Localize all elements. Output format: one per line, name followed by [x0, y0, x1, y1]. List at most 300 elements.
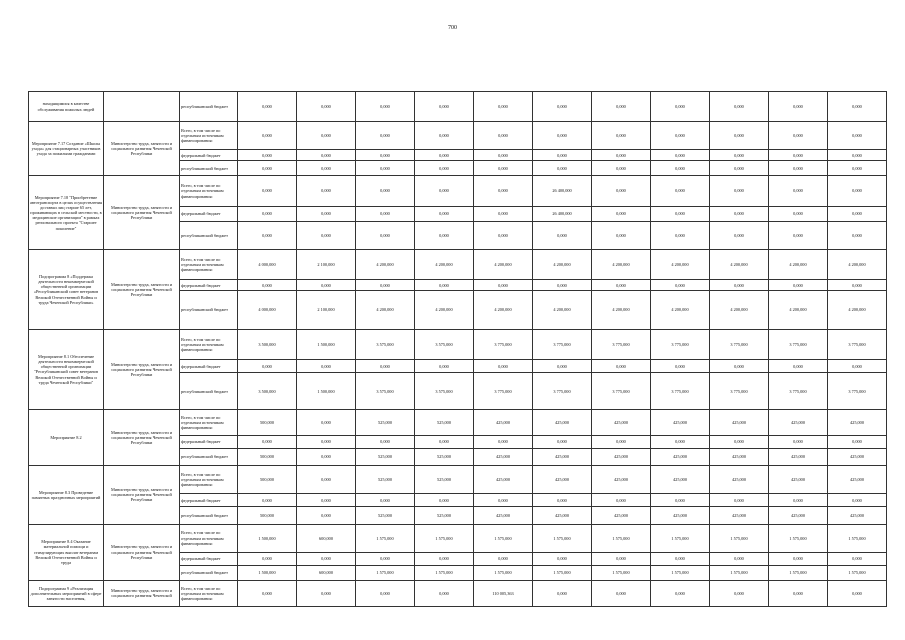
amount-cell: 3 500,000	[238, 373, 297, 410]
amount-cell: 525,000	[356, 409, 415, 435]
amount-cell: 525,000	[415, 507, 474, 524]
amount-cell: 425,000	[592, 409, 651, 435]
amount-cell: 0,000	[474, 494, 533, 507]
executor-cell: Министерство труда, занятости и социального развития Чеченской Республики	[104, 524, 180, 580]
amount-cell: 4 200,000	[533, 249, 592, 279]
amount-cell: 0,000	[238, 161, 297, 176]
amount-cell: 0,000	[592, 552, 651, 565]
amount-cell: 0,000	[533, 494, 592, 507]
amount-cell: 0,000	[238, 580, 297, 606]
program-name-cell: Мероприятие 7.17 Создание «Школы ухода» для стационарных участников ухода за пожилыми гражданами	[29, 122, 104, 176]
funding-source-cell: республиканский бюджет	[180, 161, 238, 176]
amount-cell: 0,000	[651, 206, 710, 221]
amount-cell: 3 575,000	[356, 373, 415, 410]
amount-cell: 525,000	[356, 507, 415, 524]
amount-cell: 1 575,000	[710, 524, 769, 552]
amount-cell: 425,000	[769, 448, 828, 465]
funding-source-cell: республиканский бюджет	[180, 565, 238, 580]
amount-cell: 0,000	[592, 280, 651, 291]
amount-cell: 1 575,000	[651, 565, 710, 580]
amount-cell: 0,000	[297, 92, 356, 122]
amount-cell: 0,000	[769, 580, 828, 606]
amount-cell: 0,000	[710, 360, 769, 373]
amount-cell: 0,000	[297, 161, 356, 176]
amount-cell: 0,000	[592, 122, 651, 150]
amount-cell: 0,000	[415, 92, 474, 122]
amount-cell: 425,000	[533, 448, 592, 465]
amount-cell: 3 500,000	[238, 329, 297, 359]
amount-cell: 1 575,000	[415, 565, 474, 580]
amount-cell: 0,000	[769, 280, 828, 291]
amount-cell: 3 775,000	[474, 329, 533, 359]
executor-cell: Министерство труда, занятости и социального развития Чеченской Республики	[104, 466, 180, 524]
amount-cell: 0,000	[828, 552, 887, 565]
amount-cell: 0,000	[769, 176, 828, 206]
amount-cell: 0,000	[533, 122, 592, 150]
funding-source-cell: республиканский бюджет	[180, 448, 238, 465]
amount-cell: 0,000	[651, 552, 710, 565]
amount-cell: 0,000	[356, 206, 415, 221]
amount-cell: 0,000	[710, 92, 769, 122]
amount-cell: 0,000	[238, 494, 297, 507]
funding-source-cell: Всего, в том числе по отдельным источникам финансирования:	[180, 580, 238, 606]
amount-cell: 0,000	[474, 360, 533, 373]
amount-cell: 4 200,000	[651, 291, 710, 330]
amount-cell: 0,000	[828, 122, 887, 150]
amount-cell: 0,000	[297, 206, 356, 221]
amount-cell: 0,000	[651, 122, 710, 150]
amount-cell: 1 575,000	[356, 565, 415, 580]
amount-cell: 0,000	[356, 280, 415, 291]
funding-source-cell: федеральный бюджет	[180, 494, 238, 507]
executor-cell: Министерство труда, занятости и социального развития Чеченской	[104, 580, 180, 606]
program-name-cell: находящимися в качестве обслуживания пожилых людей	[29, 92, 104, 122]
table-row	[29, 122, 887, 150]
amount-cell: 500,000	[238, 409, 297, 435]
amount-cell: 0,000	[297, 435, 356, 448]
program-name-cell: Мероприятие 7.18 "Приобретение автотранспорта в целях осуществления доставки лиц старше 65 лет, проживающих в сельской местности, в медицинские организации" в рамках регионального проекта "Старшее поколение"	[29, 176, 104, 250]
amount-cell: 425,000	[710, 466, 769, 494]
amount-cell: 1 575,000	[474, 565, 533, 580]
amount-cell: 0,000	[828, 360, 887, 373]
amount-cell: 0,000	[474, 280, 533, 291]
table-row	[29, 176, 887, 206]
amount-cell: 525,000	[356, 466, 415, 494]
amount-cell: 3 775,000	[769, 329, 828, 359]
amount-cell: 525,000	[356, 448, 415, 465]
amount-cell: 0,000	[533, 360, 592, 373]
amount-cell: 425,000	[651, 507, 710, 524]
amount-cell: 3 775,000	[592, 373, 651, 410]
amount-cell: 0,000	[533, 221, 592, 249]
amount-cell: 0,000	[474, 435, 533, 448]
amount-cell: 4 200,000	[415, 291, 474, 330]
amount-cell: 0,000	[828, 92, 887, 122]
amount-cell: 4 200,000	[474, 291, 533, 330]
amount-cell: 3 775,000	[710, 329, 769, 359]
amount-cell: 0,000	[297, 448, 356, 465]
amount-cell: 0,000	[238, 280, 297, 291]
amount-cell: 1 575,000	[356, 524, 415, 552]
amount-cell: 0,000	[415, 435, 474, 448]
amount-cell: 0,000	[415, 150, 474, 161]
amount-cell: 0,000	[415, 552, 474, 565]
executor-cell: Министерство труда, занятости и социального развития Чеченской Республики	[104, 409, 180, 465]
amount-cell: 0,000	[356, 92, 415, 122]
amount-cell: 0,000	[415, 221, 474, 249]
amount-cell: 525,000	[415, 409, 474, 435]
funding-source-cell: республиканский бюджет	[180, 291, 238, 330]
amount-cell: 110 005,363	[474, 580, 533, 606]
amount-cell: 0,000	[651, 221, 710, 249]
amount-cell: 0,000	[710, 280, 769, 291]
amount-cell: 0,000	[710, 150, 769, 161]
amount-cell: 0,000	[592, 360, 651, 373]
funding-source-cell: федеральный бюджет	[180, 206, 238, 221]
amount-cell: 4 200,000	[710, 249, 769, 279]
amount-cell: 0,000	[356, 161, 415, 176]
page-number: 700	[448, 25, 457, 31]
amount-cell: 0,000	[356, 176, 415, 206]
amount-cell: 0,000	[238, 122, 297, 150]
program-name-cell: Мероприятие 8.1 Обеспечение деятельности некоммерческой общественной организации "Республиканский совет ветеранов Великой Отечественной Войны и труда Чеченской Республики"	[29, 329, 104, 409]
amount-cell: 0,000	[710, 580, 769, 606]
amount-cell: 3 775,000	[592, 329, 651, 359]
amount-cell: 0,000	[592, 580, 651, 606]
amount-cell: 4 000,000	[238, 249, 297, 279]
amount-cell: 0,000	[651, 161, 710, 176]
amount-cell: 3 775,000	[474, 373, 533, 410]
amount-cell: 0,000	[592, 92, 651, 122]
amount-cell: 425,000	[474, 507, 533, 524]
funding-source-cell: федеральный бюджет	[180, 150, 238, 161]
amount-cell: 0,000	[356, 580, 415, 606]
amount-cell: 0,000	[828, 176, 887, 206]
program-name-cell: Подпрограмма 8 «Поддержка деятельности некоммерческой общественной организации «Республиканский совет ветеранов Великой Отечественной Войны и труда Чеченской Республики»	[29, 249, 104, 329]
amount-cell: 0,000	[297, 280, 356, 291]
amount-cell: 0,000	[238, 92, 297, 122]
amount-cell: 0,000	[238, 360, 297, 373]
amount-cell: 0,000	[533, 580, 592, 606]
amount-cell: 0,000	[238, 176, 297, 206]
amount-cell: 0,000	[356, 221, 415, 249]
amount-cell: 0,000	[415, 176, 474, 206]
amount-cell: 1 575,000	[828, 524, 887, 552]
amount-cell: 0,000	[356, 435, 415, 448]
amount-cell: 4 200,000	[769, 249, 828, 279]
amount-cell: 0,000	[769, 122, 828, 150]
amount-cell: 4 200,000	[592, 291, 651, 330]
amount-cell: 0,000	[828, 221, 887, 249]
funding-source-cell: республиканский бюджет	[180, 507, 238, 524]
amount-cell: 425,000	[651, 448, 710, 465]
amount-cell: 3 575,000	[415, 373, 474, 410]
amount-cell: 0,000	[769, 360, 828, 373]
amount-cell: 0,000	[238, 435, 297, 448]
amount-cell: 1 575,000	[828, 565, 887, 580]
amount-cell: 0,000	[297, 552, 356, 565]
amount-cell: 3 775,000	[828, 373, 887, 410]
amount-cell: 1 500,000	[297, 329, 356, 359]
table-row	[29, 249, 887, 279]
table-body	[29, 92, 887, 607]
amount-cell: 0,000	[474, 176, 533, 206]
amount-cell: 0,000	[651, 92, 710, 122]
amount-cell: 0,000	[533, 92, 592, 122]
amount-cell: 3 575,000	[415, 329, 474, 359]
amount-cell: 0,000	[651, 176, 710, 206]
amount-cell: 3 775,000	[651, 329, 710, 359]
amount-cell: 0,000	[297, 507, 356, 524]
amount-cell: 1 575,000	[592, 524, 651, 552]
amount-cell: 1 575,000	[592, 565, 651, 580]
amount-cell: 4 200,000	[533, 291, 592, 330]
amount-cell: 425,000	[533, 466, 592, 494]
amount-cell: 500,000	[238, 448, 297, 465]
amount-cell: 0,000	[828, 280, 887, 291]
funding-source-cell: федеральный бюджет	[180, 360, 238, 373]
amount-cell: 0,000	[415, 494, 474, 507]
amount-cell: 0,000	[710, 435, 769, 448]
amount-cell: 0,000	[356, 494, 415, 507]
amount-cell: 0,000	[651, 494, 710, 507]
amount-cell: 0,000	[710, 552, 769, 565]
amount-cell: 0,000	[828, 435, 887, 448]
amount-cell: 0,000	[297, 150, 356, 161]
amount-cell: 1 575,000	[651, 524, 710, 552]
amount-cell: 0,000	[769, 552, 828, 565]
amount-cell: 425,000	[592, 507, 651, 524]
amount-cell: 4 200,000	[828, 249, 887, 279]
amount-cell: 1 500,000	[297, 373, 356, 410]
amount-cell: 0,000	[297, 360, 356, 373]
amount-cell: 425,000	[533, 507, 592, 524]
amount-cell: 0,000	[238, 221, 297, 249]
amount-cell: 3 775,000	[533, 373, 592, 410]
amount-cell: 0,000	[238, 150, 297, 161]
amount-cell: 500,000	[238, 466, 297, 494]
amount-cell: 26 400,000	[533, 206, 592, 221]
amount-cell: 425,000	[828, 507, 887, 524]
amount-cell: 0,000	[828, 161, 887, 176]
amount-cell: 425,000	[710, 448, 769, 465]
amount-cell: 425,000	[651, 466, 710, 494]
amount-cell: 3 775,000	[828, 329, 887, 359]
amount-cell: 4 200,000	[356, 291, 415, 330]
funding-source-cell: Всего, в том числе по отдельным источникам финансирования:	[180, 176, 238, 206]
amount-cell: 0,000	[592, 161, 651, 176]
amount-cell: 3 775,000	[710, 373, 769, 410]
executor-cell: Министерство труда, занятости и социального развития Чеченской Республики	[104, 249, 180, 329]
amount-cell: 0,000	[533, 435, 592, 448]
table-row	[29, 329, 887, 359]
amount-cell: 500,000	[238, 507, 297, 524]
amount-cell: 0,000	[769, 435, 828, 448]
amount-cell: 0,000	[356, 122, 415, 150]
amount-cell: 0,000	[297, 466, 356, 494]
amount-cell: 425,000	[828, 466, 887, 494]
funding-source-cell: федеральный бюджет	[180, 552, 238, 565]
amount-cell: 1 575,000	[415, 524, 474, 552]
amount-cell: 0,000	[533, 552, 592, 565]
amount-cell: 0,000	[474, 161, 533, 176]
amount-cell: 600,000	[297, 524, 356, 552]
amount-cell: 425,000	[769, 466, 828, 494]
amount-cell: 0,000	[651, 435, 710, 448]
amount-cell: 425,000	[710, 507, 769, 524]
amount-cell: 425,000	[533, 409, 592, 435]
amount-cell: 425,000	[592, 466, 651, 494]
amount-cell: 1 575,000	[533, 565, 592, 580]
amount-cell: 0,000	[356, 552, 415, 565]
amount-cell: 0,000	[356, 360, 415, 373]
amount-cell: 0,000	[710, 122, 769, 150]
amount-cell: 0,000	[238, 552, 297, 565]
amount-cell: 0,000	[474, 122, 533, 150]
amount-cell: 0,000	[769, 92, 828, 122]
amount-cell: 0,000	[592, 494, 651, 507]
amount-cell: 1 575,000	[474, 524, 533, 552]
amount-cell: 3 775,000	[533, 329, 592, 359]
amount-cell: 0,000	[710, 494, 769, 507]
funding-source-cell: федеральный бюджет	[180, 435, 238, 448]
amount-cell: 0,000	[769, 221, 828, 249]
amount-cell: 4 200,000	[710, 291, 769, 330]
executor-cell: Министерство труда, занятости и социального развития Чеченской Республики	[104, 122, 180, 176]
table-row	[29, 466, 887, 494]
program-name-cell: Мероприятие 8.2	[29, 409, 104, 465]
amount-cell: 0,000	[356, 150, 415, 161]
amount-cell: 1 575,000	[533, 524, 592, 552]
program-name-cell: Подпрограмма 9 «Реализация дополнительных мероприятий в сфере занятости населения,	[29, 580, 104, 606]
amount-cell: 2 100,000	[297, 249, 356, 279]
amount-cell: 0,000	[415, 122, 474, 150]
amount-cell: 0,000	[533, 150, 592, 161]
amount-cell: 0,000	[474, 206, 533, 221]
amount-cell: 425,000	[474, 466, 533, 494]
funding-source-cell: республиканский бюджет	[180, 92, 238, 122]
amount-cell: 0,000	[592, 206, 651, 221]
amount-cell: 0,000	[769, 161, 828, 176]
amount-cell: 4 200,000	[592, 249, 651, 279]
amount-cell: 0,000	[592, 221, 651, 249]
amount-cell: 425,000	[474, 448, 533, 465]
amount-cell: 425,000	[710, 409, 769, 435]
amount-cell: 4 200,000	[769, 291, 828, 330]
amount-cell: 4 200,000	[474, 249, 533, 279]
amount-cell: 425,000	[592, 448, 651, 465]
amount-cell: 0,000	[297, 494, 356, 507]
amount-cell: 425,000	[651, 409, 710, 435]
amount-cell: 0,000	[592, 150, 651, 161]
amount-cell: 0,000	[474, 150, 533, 161]
amount-cell: 0,000	[297, 221, 356, 249]
amount-cell: 0,000	[592, 176, 651, 206]
amount-cell: 0,000	[474, 92, 533, 122]
funding-source-cell: Всего, в том числе по отдельным источникам финансирования:	[180, 249, 238, 279]
amount-cell: 425,000	[828, 409, 887, 435]
amount-cell: 1 575,000	[769, 565, 828, 580]
amount-cell: 0,000	[533, 161, 592, 176]
amount-cell: 0,000	[710, 176, 769, 206]
amount-cell: 0,000	[592, 435, 651, 448]
amount-cell: 425,000	[828, 448, 887, 465]
funding-source-cell: Всего, в том числе по отдельным источникам финансирования:	[180, 409, 238, 435]
amount-cell: 0,000	[297, 580, 356, 606]
amount-cell: 0,000	[297, 409, 356, 435]
amount-cell: 0,000	[474, 552, 533, 565]
amount-cell: 0,000	[297, 122, 356, 150]
amount-cell: 525,000	[415, 448, 474, 465]
amount-cell: 425,000	[474, 409, 533, 435]
amount-cell: 425,000	[769, 409, 828, 435]
amount-cell: 4 200,000	[828, 291, 887, 330]
amount-cell: 0,000	[828, 580, 887, 606]
funding-source-cell: Всего, в том числе по отдельным источникам финансирования:	[180, 122, 238, 150]
amount-cell: 0,000	[415, 206, 474, 221]
amount-cell: 0,000	[710, 161, 769, 176]
amount-cell: 4 000,000	[238, 291, 297, 330]
amount-cell: 0,000	[769, 494, 828, 507]
amount-cell: 0,000	[769, 206, 828, 221]
amount-cell: 1 500,000	[238, 524, 297, 552]
amount-cell: 0,000	[415, 280, 474, 291]
amount-cell: 0,000	[651, 360, 710, 373]
executor-cell	[104, 92, 180, 122]
amount-cell: 0,000	[415, 360, 474, 373]
program-name-cell: Мероприятие 8.3 Проведение памятных праздничных мероприятий	[29, 466, 104, 524]
amount-cell: 525,000	[415, 466, 474, 494]
amount-cell: 4 200,000	[356, 249, 415, 279]
amount-cell: 0,000	[828, 150, 887, 161]
table-row	[29, 580, 887, 606]
amount-cell: 0,000	[651, 150, 710, 161]
amount-cell: 0,000	[828, 494, 887, 507]
amount-cell: 0,000	[769, 150, 828, 161]
executor-cell: Министерство труда, занятости и социального развития Чеченской Республики	[104, 176, 180, 250]
amount-cell: 0,000	[415, 580, 474, 606]
amount-cell: 4 200,000	[415, 249, 474, 279]
amount-cell: 1 500,000	[238, 565, 297, 580]
amount-cell: 600,000	[297, 565, 356, 580]
budget-table	[28, 91, 887, 607]
funding-source-cell: Всего, в том числе по отдельным источникам финансирования:	[180, 524, 238, 552]
funding-source-cell: Всего, в том числе по отдельным источникам финансирования:	[180, 329, 238, 359]
amount-cell: 1 575,000	[710, 565, 769, 580]
amount-cell: 0,000	[297, 176, 356, 206]
amount-cell: 0,000	[533, 280, 592, 291]
amount-cell: 4 200,000	[651, 249, 710, 279]
amount-cell: 0,000	[828, 206, 887, 221]
amount-cell: 2 100,000	[297, 291, 356, 330]
funding-source-cell: республиканский бюджет	[180, 373, 238, 410]
amount-cell: 0,000	[710, 221, 769, 249]
amount-cell: 0,000	[651, 580, 710, 606]
table-row	[29, 524, 887, 552]
amount-cell: 3 575,000	[356, 329, 415, 359]
amount-cell: 26 400,000	[533, 176, 592, 206]
amount-cell: 3 775,000	[651, 373, 710, 410]
amount-cell: 0,000	[651, 280, 710, 291]
amount-cell: 0,000	[710, 206, 769, 221]
amount-cell: 1 575,000	[769, 524, 828, 552]
program-name-cell: Мероприятие 8.4 Оказание материальной помощи и стимулирующих выплат ветеранам Великой Отечественной Войны и труда	[29, 524, 104, 580]
funding-source-cell: федеральный бюджет	[180, 280, 238, 291]
amount-cell: 3 775,000	[769, 373, 828, 410]
funding-source-cell: Всего, в том числе по отдельным источникам финансирования:	[180, 466, 238, 494]
executor-cell: Министерство труда, занятости и социального развития Чеченской Республики	[104, 329, 180, 409]
funding-source-cell: республиканский бюджет	[180, 221, 238, 249]
